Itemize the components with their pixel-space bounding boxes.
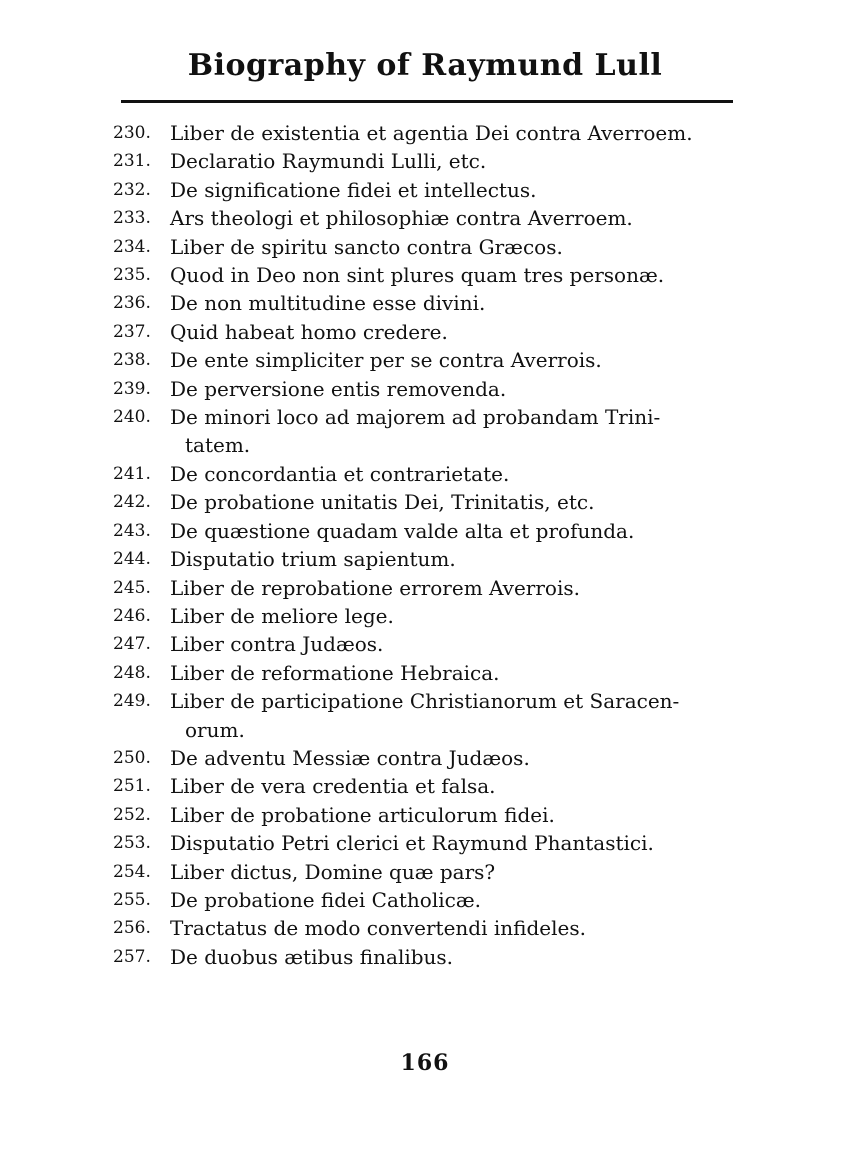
list-item bbox=[113, 261, 753, 289]
list-item bbox=[113, 233, 753, 261]
list-item bbox=[113, 318, 753, 346]
list-item bbox=[113, 289, 753, 317]
entry-number: 246. bbox=[113, 605, 151, 626]
list-item bbox=[113, 886, 753, 914]
entry-title: De adventu Messiæ contra Judæos. bbox=[170, 745, 530, 770]
entry-title: De non multitudine esse divini. bbox=[170, 291, 486, 316]
entry-number: 233. bbox=[113, 208, 151, 229]
entry-title: Liber dictus, Domine quæ pars? bbox=[170, 859, 496, 884]
entry-title: De ente simpliciter per se contra Averrois. bbox=[170, 348, 602, 373]
list-item bbox=[113, 630, 753, 658]
entry-number: 238. bbox=[113, 350, 151, 371]
running-title: Biography of Raymund Lull bbox=[187, 48, 663, 83]
entry-title: De quæstione quadam valde alta et profunda. bbox=[170, 518, 635, 543]
entry-title-line: Liber de participatione Christianorum et Saracen- bbox=[170, 689, 680, 714]
entry-number: 240. bbox=[113, 407, 151, 428]
list-item bbox=[113, 460, 753, 488]
entry-number: 253. bbox=[113, 833, 151, 854]
list-item bbox=[113, 687, 753, 744]
list-item bbox=[113, 858, 753, 886]
entry-title: Declaratio Raymundi Lulli, etc. bbox=[170, 149, 487, 174]
list-item bbox=[113, 176, 753, 204]
entry-title: De concordantia et contrarietate. bbox=[170, 461, 510, 486]
entry-title: De duobus ætibus finalibus. bbox=[170, 944, 454, 969]
entry-number: 230. bbox=[113, 123, 151, 143]
list-item bbox=[113, 943, 753, 971]
entry-number: 234. bbox=[113, 236, 151, 257]
page-number: 166 bbox=[400, 1050, 450, 1076]
list-item bbox=[113, 346, 753, 374]
list-item bbox=[113, 801, 753, 829]
entry-title: Liber de spiritu sancto contra Græcos. bbox=[170, 234, 563, 259]
entry-title: Liber de existentia et agentia Dei contra Averroem. bbox=[170, 121, 693, 145]
bibliography-list bbox=[113, 119, 753, 971]
entry-title: Disputatio Petri clerici et Raymund Phantastici. bbox=[170, 831, 654, 856]
entry-title: Ars theologi et philosophiæ contra Averroem. bbox=[170, 206, 633, 231]
list-item bbox=[113, 914, 753, 942]
entry-title bbox=[170, 403, 660, 460]
entry-number: 247. bbox=[113, 634, 151, 655]
entry-title-continuation: tatem. bbox=[185, 433, 251, 458]
entry-number: 244. bbox=[113, 549, 151, 570]
list-item bbox=[113, 517, 753, 545]
list-item bbox=[113, 602, 753, 630]
entry-number: 231. bbox=[113, 151, 151, 172]
entry-title: Liber de reformatione Hebraica. bbox=[170, 660, 500, 685]
header-rule bbox=[121, 100, 733, 103]
entry-title bbox=[170, 687, 679, 744]
entry-number: 250. bbox=[113, 747, 151, 768]
entry-title: Liber contra Judæos. bbox=[170, 632, 384, 657]
entry-title: De probatione unitatis Dei, Trinitatis, etc. bbox=[170, 490, 595, 515]
list-item bbox=[113, 119, 753, 147]
entry-title: Liber de reprobatione errorem Averrois. bbox=[170, 575, 580, 600]
entry-title: Liber de vera credentia et falsa. bbox=[170, 774, 496, 799]
list-item bbox=[113, 147, 753, 175]
entry-title: Liber de meliore lege. bbox=[170, 603, 394, 628]
list-item bbox=[113, 375, 753, 403]
entry-number: 257. bbox=[113, 946, 151, 967]
entry-title: Tractatus de modo convertendi infideles. bbox=[170, 916, 586, 941]
entry-number: 243. bbox=[113, 520, 151, 541]
entry-number: 252. bbox=[113, 804, 151, 825]
list-item bbox=[113, 772, 753, 800]
entry-number: 256. bbox=[113, 918, 151, 939]
entry-title: Liber de probatione articulorum fidei. bbox=[170, 802, 555, 827]
list-item bbox=[113, 829, 753, 857]
list-item bbox=[113, 545, 753, 573]
list-item bbox=[113, 744, 753, 772]
entry-number: 245. bbox=[113, 577, 151, 598]
entry-number: 237. bbox=[113, 321, 151, 342]
entry-number: 251. bbox=[113, 776, 151, 797]
entry-number: 255. bbox=[113, 889, 151, 910]
list-item bbox=[113, 488, 753, 516]
entry-title-line: De minori loco ad majorem ad probandam Trini- bbox=[170, 405, 661, 430]
entry-number: 248. bbox=[113, 662, 151, 683]
entry-number: 236. bbox=[113, 293, 151, 314]
entry-title: Quod in Deo non sint plures quam tres personæ. bbox=[170, 263, 665, 288]
entry-number: 249. bbox=[113, 691, 151, 712]
entry-title: De significatione fidei et intellectus. bbox=[170, 177, 537, 202]
list-item bbox=[113, 659, 753, 687]
entry-title: Quid habeat homo credere. bbox=[170, 319, 448, 344]
entry-number: 254. bbox=[113, 861, 151, 882]
entry-number: 235. bbox=[113, 265, 151, 286]
list-item bbox=[113, 403, 753, 460]
entry-number: 242. bbox=[113, 492, 151, 513]
list-item bbox=[113, 574, 753, 602]
entry-title: Disputatio trium sapientum. bbox=[170, 547, 456, 572]
entry-title-continuation: orum. bbox=[185, 717, 245, 742]
entry-number: 239. bbox=[113, 378, 151, 399]
entry-title: De perversione entis removenda. bbox=[170, 376, 507, 401]
entry-number: 241. bbox=[113, 463, 151, 484]
list-item bbox=[113, 204, 753, 232]
entry-title: De probatione fidei Catholicæ. bbox=[170, 887, 481, 912]
entry-number: 232. bbox=[113, 179, 151, 200]
